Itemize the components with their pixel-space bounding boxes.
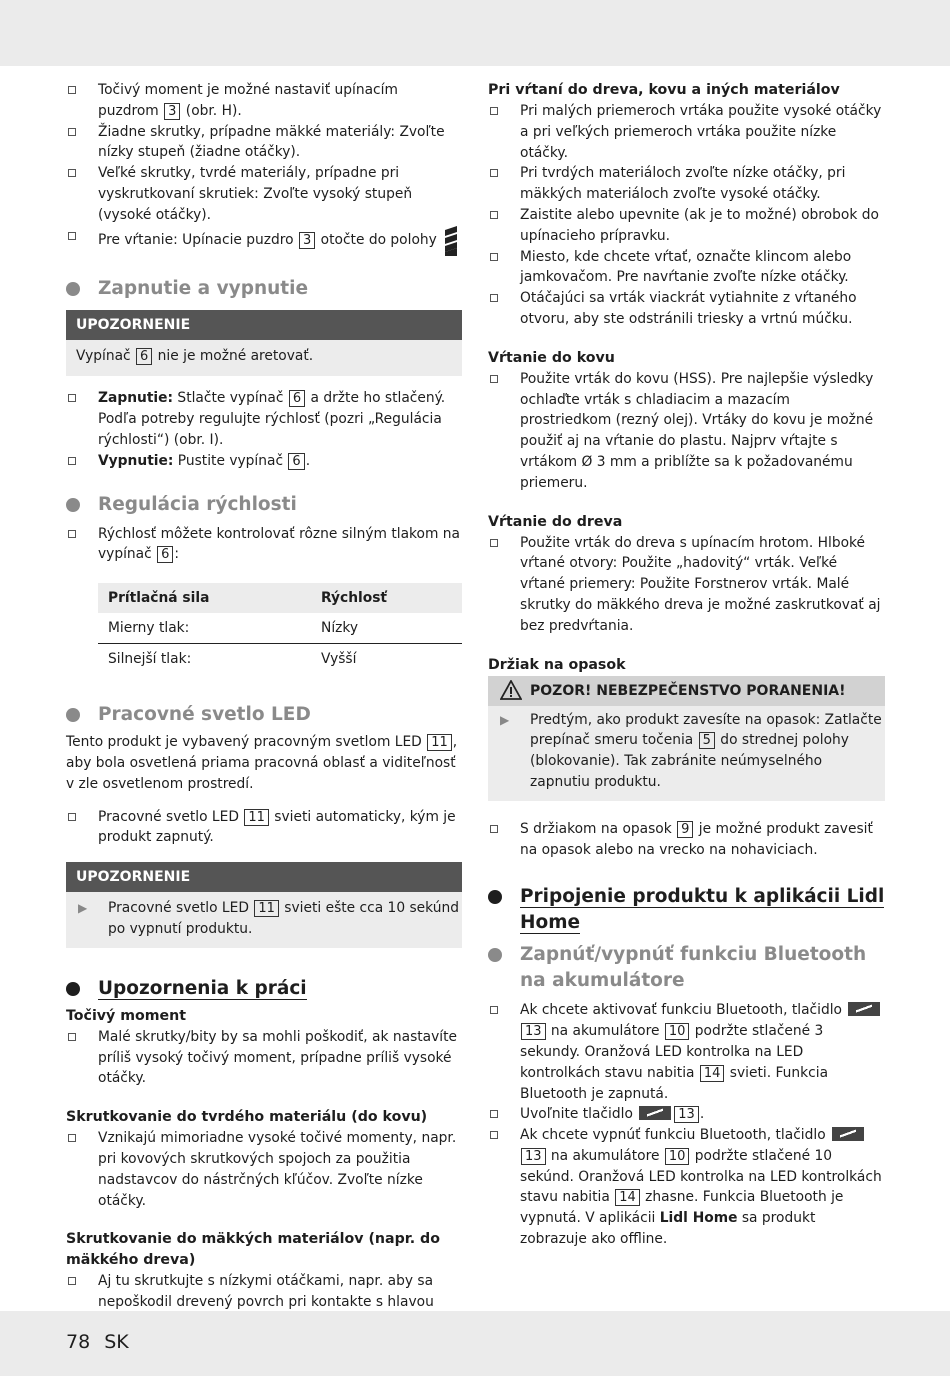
notice-text: Vypínač 6 nie je možné aretovať. (76, 347, 314, 364)
checkbox-square-icon (490, 1110, 498, 1118)
warning-box (488, 676, 885, 801)
table-header: Prítlačná sila (98, 583, 311, 613)
section-bullet-icon (488, 890, 502, 904)
ref-number: 6 (288, 453, 304, 470)
ref-number: 6 (157, 546, 173, 563)
pressure-speed-table (98, 583, 462, 674)
ref-number: 3 (164, 103, 180, 120)
subheading: Skrutkovanie do mäkkých materiálov (napr. do mäkkého dreva) (66, 1231, 440, 1269)
notice-header: UPOZORNENIE (66, 862, 462, 892)
language-code: SK (104, 1331, 129, 1353)
notice-box (66, 310, 462, 377)
checkbox-square-icon (68, 169, 76, 177)
checkbox-square-icon (490, 1131, 498, 1139)
checkbox-square-icon (490, 539, 498, 547)
bluetooth-button-icon (832, 1127, 864, 1141)
ref-number: 6 (136, 348, 152, 365)
list-item: Točivý moment je možné nastaviť upínacím puzdrom 3 (obr. H). (66, 80, 462, 122)
list-item: Pri tvrdých materiáloch zvoľte nízke otáčky, pri mäkkých materiáloch zvoľte vysoké otáčky. (488, 163, 885, 205)
ref-number: 11 (244, 809, 269, 826)
ref-number: 6 (289, 390, 305, 407)
checkbox-square-icon (68, 813, 76, 821)
section-title-led: Pracovné svetlo LED (66, 702, 462, 728)
table-row: Silnejší tlak: Vyšší (108, 651, 357, 668)
subheading: Vŕtanie do dreva (488, 513, 623, 530)
ref-number: 13 (674, 1106, 699, 1123)
notice-header: UPOZORNENIE (66, 310, 462, 340)
checkbox-square-icon (490, 825, 498, 833)
checkbox-square-icon (68, 1277, 76, 1285)
checkbox-square-icon (490, 1006, 498, 1014)
list-item: Vznikajú mimoriadne vysoké točivé momenty, napr. pri kovových skrutkových spojoch za použitia nadstavcov do nástrčných kľúčov. Zvoľte nízke otáčky. (66, 1128, 462, 1211)
drill-symbol-icon (445, 226, 457, 256)
subheading: Točivý moment (66, 1007, 187, 1024)
ref-number: 10 (665, 1023, 690, 1040)
checkbox-square-icon (68, 1134, 76, 1142)
list-item: Žiadne skrutky, prípadne mäkké materiály: Zvoľte nízky stupeň (žiadne otáčky). (66, 122, 462, 164)
ref-number: 14 (700, 1065, 725, 1082)
paragraph: Tento produkt je vybavený pracovným svetlom LED 11 , aby bola osvetlená priama pracovná oblasť a viditeľnosť v zle osvetlenom prostredí. (66, 734, 458, 792)
section-title-on-off: Zapnutie a vypnutie (66, 276, 462, 302)
list-item: Zapnutie: Stlačte vypínač 6 a držte ho stlačený. Podľa potreby regulujte rýchlosť (pozri „Regulácia rýchlosti“) (obr. I). (66, 388, 462, 450)
list-item: Vypnutie: Pustite vypínač 6 . (66, 451, 462, 472)
section-bullet-icon (66, 982, 80, 996)
checkbox-square-icon (68, 457, 76, 465)
list-item: Pre vŕtanie: Upínacie puzdro 3 otočte do polohy (66, 226, 462, 256)
ref-number: 3 (299, 232, 315, 249)
list-item: Ak chcete vypnúť funkciu Bluetooth, tlačidlo 13 na akumulátore 10 podržte stlačené 10 sekúnd. Oranžová LED kontrolka na LED kontrolkách stavu nabitia 14 zhasne. Funkcia Bluetooth je vypnutá. V aplikácii Lidl Home sa produkt zobrazuje ako offline. (488, 1125, 885, 1250)
left-column (66, 80, 462, 1334)
header-band (0, 0, 950, 66)
table-header: Rýchlosť (311, 583, 462, 613)
subheading: Pri vŕtaní do dreva, kovu a iných materiálov (488, 82, 840, 98)
right-column (488, 80, 885, 1250)
checkbox-square-icon (68, 128, 76, 136)
section-bullet-icon (488, 948, 502, 962)
checkbox-square-icon (490, 169, 498, 177)
checkbox-square-icon (490, 294, 498, 302)
ref-number: 14 (615, 1189, 640, 1206)
warning-header: POZOR! NEBEZPEČENSTVO PORANENIA! (488, 676, 885, 706)
ref-number: 13 (521, 1148, 546, 1165)
subheading: Vŕtanie do kovu (488, 349, 615, 366)
list-item: Malé skrutky/bity by sa mohli poškodiť, ak nastavíte príliš vysoký točivý moment, prípadne príliš vysoké otáčky. (66, 1027, 462, 1089)
ref-number: 5 (699, 732, 715, 749)
section-bullet-icon (66, 708, 80, 722)
page-number: 78 (66, 1331, 91, 1353)
warning-triangle-icon (500, 680, 522, 700)
intro-bullets (66, 80, 462, 256)
notice-box (66, 862, 462, 948)
list-item: Veľké skrutky, tvrdé materiály, prípadne pri vyskrutkovaní skrutiek: Zvoľte vysoký stupeň (vysoké otáčky). (66, 163, 462, 225)
notice-text: ▶ Pracovné svetlo LED 11 svieti ešte cca 10 sekúnd po vypnutí produktu. (78, 900, 459, 937)
checkbox-square-icon (490, 107, 498, 115)
section-bullet-icon (66, 282, 80, 296)
section-bullet-icon (66, 498, 80, 512)
ref-number: 13 (521, 1023, 546, 1040)
list-item: Použite vrták do dreva s upínacím hrotom. Hlboké vŕtané otvory: Použite „hadovitý“ vrták. Veľké vŕtané priemery: Použite Forstnerov vrták. Malé skrutky do mäkkého dreva je možné zaskrutkovať aj bez predvŕtania. (488, 533, 885, 637)
arrow-right-icon: ▶ (78, 901, 88, 916)
page-footer (66, 1331, 143, 1353)
checkbox-square-icon (68, 394, 76, 402)
list-item: S držiakom na opasok 9 je možné produkt zavesiť na opasok alebo na vrecko na nohaviciach. (488, 819, 885, 861)
table-row: Mierny tlak: Nízky (98, 613, 462, 644)
list-item: Ak chcete aktivovať funkciu Bluetooth, tlačidlo 13 na akumulátore 10 podržte stlačené 3 sekundy. Oranžová LED kontrolka na LED kontrolkách stavu nabitia 14 svieti. Funkcia Bluetooth je zapnutá. (488, 1000, 885, 1104)
checkbox-square-icon (68, 1033, 76, 1041)
checkbox-square-icon (68, 86, 76, 94)
checkbox-square-icon (490, 375, 498, 383)
list-item: Aj tu skrutkujte s nízkymi otáčkami, napr. aby sa nepoškodil drevený povrch pri kontakte s hlavou (66, 1271, 462, 1333)
list-item: Uvoľnite tlačidlo 13 . (488, 1104, 885, 1125)
section-title-app: Pripojenie produktu k aplikácii Lidl Home (488, 884, 885, 936)
ref-number: 11 (254, 900, 279, 917)
checkbox-square-icon (68, 530, 76, 538)
ref-number: 9 (677, 821, 693, 838)
subheading: Skrutkovanie do tvrdého materiálu (do kovu) (66, 1109, 428, 1126)
list-item: Otáčajúci sa vrták viackrát vytiahnite z vŕtaného otvoru, aby ste odstránili triesky a vrtnú múčku. (488, 288, 885, 330)
section-title-work: Upozornenia k práci (66, 976, 462, 1002)
list-item: Rýchlosť môžete kontrolovať rôzne silným tlakom na vypínač 6 : (66, 524, 462, 566)
list-item: Pracovné svetlo LED 11 svieti automaticky, kým je produkt zapnutý. (66, 807, 462, 849)
checkbox-square-icon (490, 211, 498, 219)
ref-number: 11 (427, 734, 452, 751)
list-item: Pri malých priemeroch vrtáka použite vysoké otáčky a pri veľkých priemeroch vrtáka použite nízke otáčky. (488, 101, 885, 163)
section-title-speed: Regulácia rýchlosti (66, 492, 462, 518)
checkbox-square-icon (68, 232, 76, 240)
arrow-right-icon: ▶ (500, 712, 510, 727)
checkbox-square-icon (490, 253, 498, 261)
bluetooth-button-icon (639, 1106, 671, 1120)
subheading: Držiak na opasok (488, 656, 626, 673)
list-item: Miesto, kde chcete vŕtať, označte klincom alebo jamkovačom. Pre navŕtanie zvoľte nízke otáčky. (488, 247, 885, 289)
section-title-bluetooth: Zapnúť/vypnúť funkciu Bluetooth na akumulátore (488, 942, 885, 994)
list-item: Zaistite alebo upevnite (ak je to možné) obrobok do upínacieho prípravku. (488, 205, 885, 247)
warning-text: ▶ Predtým, ako produkt zavesíte na opasok: Zatlačte prepínač smeru točenia 5 do strednej polohy (blokovanie). Tak zabránite neúmyselného zapnutiu produktu. (500, 711, 882, 790)
list-item: Použite vrták do kovu (HSS). Pre najlepšie výsledky ochlaďte vrták s chladiacim a mazacím prostriedkom (rezný olej). Vrtáky do kovu je možné použiť aj na vŕtanie do plastu. Najprv vŕtajte s vrtákom Ø 3 mm a priblížte sa k požadovanému priemeru. (488, 369, 885, 494)
ref-number: 10 (665, 1148, 690, 1165)
bluetooth-button-icon (848, 1002, 880, 1016)
